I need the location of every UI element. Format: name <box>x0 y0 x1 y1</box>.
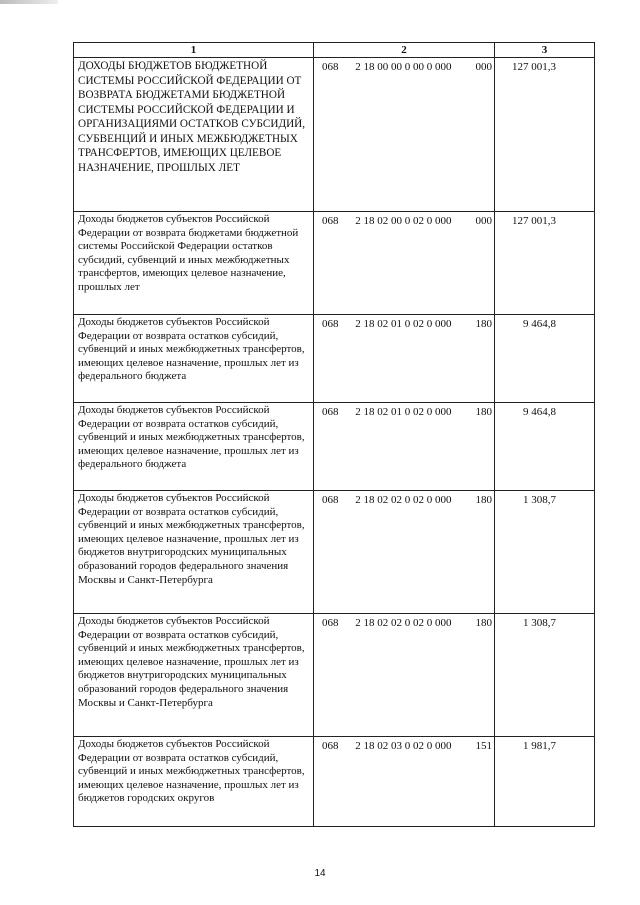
row-name: Доходы бюджетов субъектов Российской Федерации от возврата остатков субсидий, субвенций и иных межбюджетных трансфертов, имеющих целевое назначение, прошлых лет из бюджетов внутригородских муниципальных образований городов федерального значения Москвы и Санкт-Петербурга <box>74 614 314 737</box>
admin-code: 068 <box>322 494 339 506</box>
row-name: Доходы бюджетов субъектов Российской Федерации от возврата остатков субсидий, субвенций и иных межбюджетных трансфертов, имеющих целевое назначение, прошлых лет из федерального бюджета <box>74 315 314 403</box>
row-amount: 1 308,7 <box>495 614 595 737</box>
admin-code: 068 <box>322 740 339 752</box>
kosgu-code: 180 <box>475 494 492 506</box>
kosgu-code: 180 <box>475 318 492 330</box>
budget-revenue-table <box>73 42 595 827</box>
table-row <box>74 58 595 212</box>
kbk-code: 2 18 02 01 0 02 0 000 <box>355 406 452 418</box>
row-code <box>314 212 495 315</box>
row-code <box>314 58 495 212</box>
table-row <box>74 212 595 315</box>
admin-code: 068 <box>322 318 339 330</box>
scan-edge-mark <box>0 0 58 4</box>
row-code <box>314 491 495 614</box>
kbk-code: 2 18 02 03 0 02 0 000 <box>355 740 452 752</box>
row-code <box>314 403 495 491</box>
admin-code: 068 <box>322 406 339 418</box>
table-row <box>74 737 595 827</box>
row-name: Доходы бюджетов субъектов Российской Федерации от возврата остатков субсидий, субвенций и иных межбюджетных трансфертов, имеющих целевое назначение, прошлых лет из бюджетов внутригородских муниципальных образований городов федерального значения Москвы и Санкт-Петербурга <box>74 491 314 614</box>
kosgu-code: 180 <box>475 406 492 418</box>
kbk-code: 2 18 02 00 0 02 0 000 <box>355 215 452 227</box>
table-row <box>74 491 595 614</box>
row-name: Доходы бюджетов субъектов Российской Федерации от возврата остатков субсидий, субвенций и иных межбюджетных трансфертов, имеющих целевое назначение, прошлых лет из федерального бюджета <box>74 403 314 491</box>
table-row <box>74 403 595 491</box>
header-col-3: 3 <box>495 43 595 58</box>
table-row <box>74 614 595 737</box>
row-amount: 9 464,8 <box>495 315 595 403</box>
row-amount: 1 981,7 <box>495 737 595 827</box>
row-name: Доходы бюджетов субъектов Российской Федерации от возврата бюджетами бюджетной системы Российской Федерации остатков субсидий, субвенций и иных межбюджетных трансфертов, имеющих целевое назначение, прошлых лет <box>74 212 314 315</box>
kosgu-code: 151 <box>475 740 492 752</box>
row-code <box>314 315 495 403</box>
kosgu-code: 000 <box>475 215 492 227</box>
row-amount: 127 001,3 <box>495 58 595 212</box>
row-amount: 1 308,7 <box>495 491 595 614</box>
admin-code: 068 <box>322 61 339 73</box>
row-code <box>314 614 495 737</box>
kosgu-code: 000 <box>475 61 492 73</box>
row-code <box>314 737 495 827</box>
page-number: 14 <box>314 868 326 879</box>
header-col-1: 1 <box>74 43 314 58</box>
kbk-code: 2 18 02 02 0 02 0 000 <box>355 617 452 629</box>
row-amount: 9 464,8 <box>495 403 595 491</box>
table-header-row <box>74 43 595 58</box>
kbk-code: 2 18 00 00 0 00 0 000 <box>355 61 452 73</box>
kosgu-code: 180 <box>475 617 492 629</box>
table-row <box>74 315 595 403</box>
admin-code: 068 <box>322 215 339 227</box>
admin-code: 068 <box>322 617 339 629</box>
kbk-code: 2 18 02 01 0 02 0 000 <box>355 318 452 330</box>
header-col-2: 2 <box>314 43 495 58</box>
kbk-code: 2 18 02 02 0 02 0 000 <box>355 494 452 506</box>
row-amount: 127 001,3 <box>495 212 595 315</box>
row-name: ДОХОДЫ БЮДЖЕТОВ БЮДЖЕТНОЙ СИСТЕМЫ РОССИЙСКОЙ ФЕДЕРАЦИИ ОТ ВОЗВРАТА БЮДЖЕТАМИ БЮДЖЕТНОЙ СИСТЕМЫ РОССИЙСКОЙ ФЕДЕРАЦИИ И ОРГАНИЗАЦИЯМИ ОСТАТКОВ СУБСИДИЙ, СУБВЕНЦИЙ И ИНЫХ МЕЖБЮДЖЕТНЫХ ТРАНСФЕРТОВ, ИМЕЮЩИХ ЦЕЛЕВОЕ НАЗНАЧЕНИЕ, ПРОШЛЫХ ЛЕТ <box>74 58 314 212</box>
row-name: Доходы бюджетов субъектов Российской Федерации от возврата остатков субсидий, субвенций и иных межбюджетных трансфертов, имеющих целевое назначение, прошлых лет из бюджетов городских округов <box>74 737 314 827</box>
